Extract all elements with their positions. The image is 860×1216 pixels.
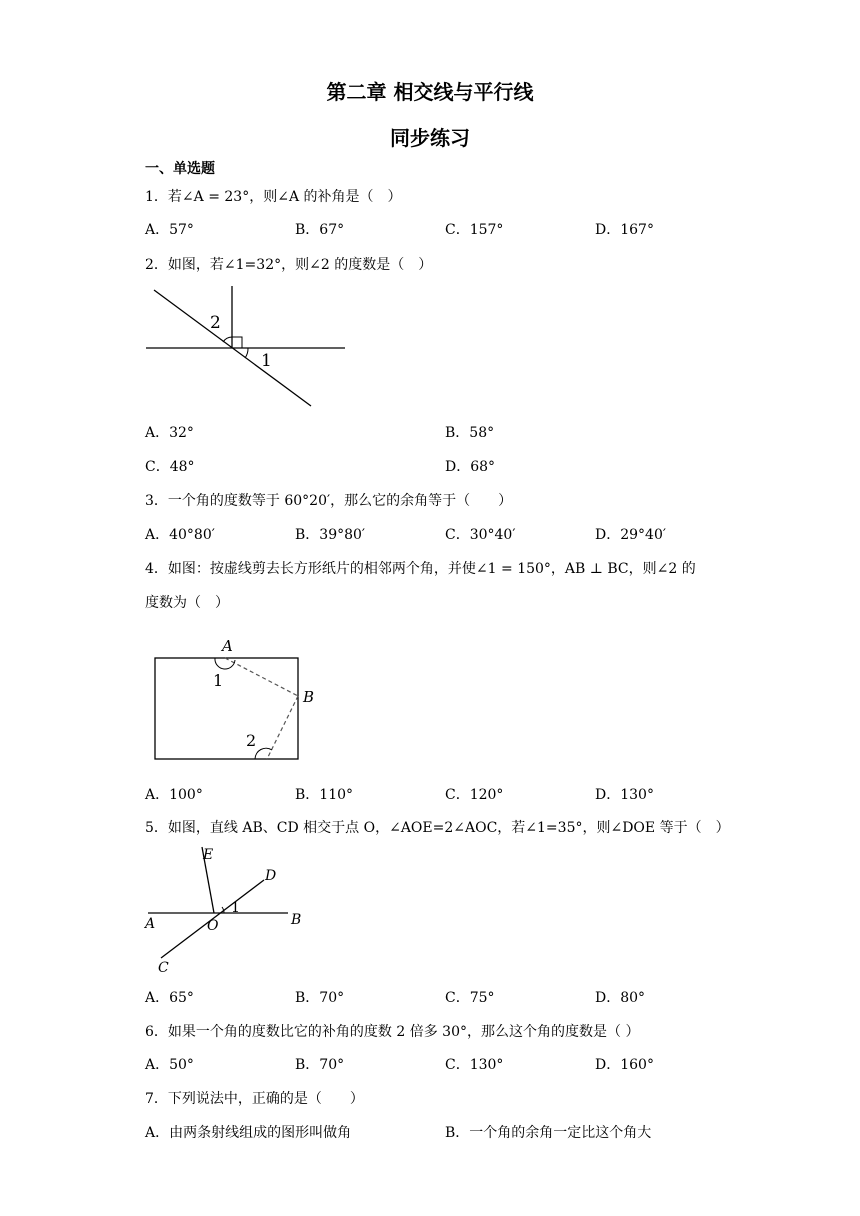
question-stem: 下列说法中，正确的是（ ） bbox=[167, 1091, 364, 1107]
angle-2-label: 2 bbox=[246, 731, 257, 750]
question-stem: 如图，直线 AB、CD 相交于点 O，∠AOE=2∠AOC，若∠1=35°，则∠DOE 等于（ ） bbox=[167, 820, 730, 836]
option-b[interactable]: B．67° bbox=[295, 222, 345, 238]
angle-1-label: 1 bbox=[231, 900, 240, 916]
option-b[interactable]: B．70° bbox=[295, 1057, 345, 1073]
option-d[interactable]: D．167° bbox=[595, 222, 654, 238]
point-a-label: A bbox=[222, 637, 233, 655]
question-6 bbox=[145, 1021, 639, 1041]
option-a[interactable]: A．100° bbox=[145, 787, 203, 803]
option-a[interactable]: A．32° bbox=[145, 425, 194, 441]
angle-2-label: 2 bbox=[210, 313, 221, 333]
question-number: 2． bbox=[145, 257, 168, 273]
question-4 bbox=[145, 558, 696, 578]
angle-1-label: 1 bbox=[261, 351, 272, 371]
question-number: 6． bbox=[145, 1024, 168, 1040]
point-b-label: B bbox=[303, 688, 315, 706]
option-a[interactable]: A．65° bbox=[145, 990, 194, 1006]
option-c[interactable]: C．157° bbox=[445, 222, 504, 238]
point-a-label: A bbox=[145, 916, 156, 932]
option-d[interactable]: D．130° bbox=[595, 787, 654, 803]
question-stem: 如图，若∠1=32°，则∠2 的度数是（ ） bbox=[167, 257, 433, 273]
point-e-label: E bbox=[203, 847, 214, 863]
option-b[interactable]: B．110° bbox=[295, 787, 354, 803]
question-7 bbox=[145, 1088, 364, 1108]
question-1 bbox=[145, 186, 402, 206]
point-c-label: C bbox=[158, 960, 169, 976]
option-c[interactable]: C．48° bbox=[145, 459, 195, 475]
question-2 bbox=[145, 254, 432, 274]
dashed-cut-ab bbox=[225, 658, 298, 696]
page-subtitle: 同步练习 bbox=[390, 126, 470, 150]
question-number: 7． bbox=[145, 1091, 168, 1107]
option-c[interactable]: C．120° bbox=[445, 787, 504, 803]
question-stem: 一个角的度数等于 60°20′，那么它的余角等于（ ） bbox=[167, 493, 513, 509]
figure-q5 bbox=[140, 842, 320, 977]
option-b[interactable]: B．58° bbox=[445, 425, 495, 441]
right-angle-mark bbox=[232, 337, 242, 348]
option-b[interactable]: B．39°80′ bbox=[295, 527, 366, 543]
point-d-label: D bbox=[265, 868, 277, 884]
option-d[interactable]: D．160° bbox=[595, 1057, 654, 1073]
question-5 bbox=[145, 817, 730, 837]
question-number: 5． bbox=[145, 820, 168, 836]
point-b-label: B bbox=[291, 912, 302, 928]
question-4-continued: 度数为（ ） bbox=[145, 595, 229, 611]
option-b[interactable]: B．70° bbox=[295, 990, 345, 1006]
figure-q2 bbox=[140, 282, 355, 412]
option-a[interactable]: A．50° bbox=[145, 1057, 194, 1073]
figure-q4 bbox=[150, 636, 330, 766]
point-o-label: O bbox=[207, 918, 219, 934]
page-title: 第二章 相交线与平行线 bbox=[326, 80, 534, 104]
option-a[interactable]: A．40°80′ bbox=[145, 527, 215, 543]
option-d[interactable]: D．29°40′ bbox=[595, 527, 667, 543]
question-3 bbox=[145, 490, 512, 510]
option-a[interactable]: A．57° bbox=[145, 222, 194, 238]
option-a[interactable]: A．由两条射线组成的图形叫做角 bbox=[145, 1125, 352, 1141]
question-number: 1． bbox=[145, 189, 168, 205]
rectangle-paper bbox=[155, 658, 298, 759]
question-number: 3． bbox=[145, 493, 168, 509]
angle-1-arc bbox=[215, 658, 235, 669]
question-stem: 如果一个角的度数比它的补角的度数 2 倍多 30°，那么这个角的度数是（ ） bbox=[167, 1024, 640, 1040]
option-d[interactable]: D．68° bbox=[445, 459, 496, 475]
option-c[interactable]: C．130° bbox=[445, 1057, 504, 1073]
question-number: 4． bbox=[145, 561, 168, 577]
option-d[interactable]: D．80° bbox=[595, 990, 646, 1006]
option-c[interactable]: C．75° bbox=[445, 990, 495, 1006]
question-stem: 如图：按虚线剪去长方形纸片的相邻两个角，并使∠1 = 150°，AB ⊥ BC，则∠2 的 bbox=[167, 561, 696, 577]
question-stem: 若∠A = 23°，则∠A 的补角是（ ） bbox=[167, 189, 402, 205]
option-c[interactable]: C．30°40′ bbox=[445, 527, 516, 543]
angle-1-label: 1 bbox=[213, 671, 224, 690]
option-b[interactable]: B．一个角的余角一定比这个角大 bbox=[445, 1125, 652, 1141]
angle-1-arc bbox=[245, 348, 248, 358]
section-heading: 一、单选题 bbox=[145, 161, 215, 177]
